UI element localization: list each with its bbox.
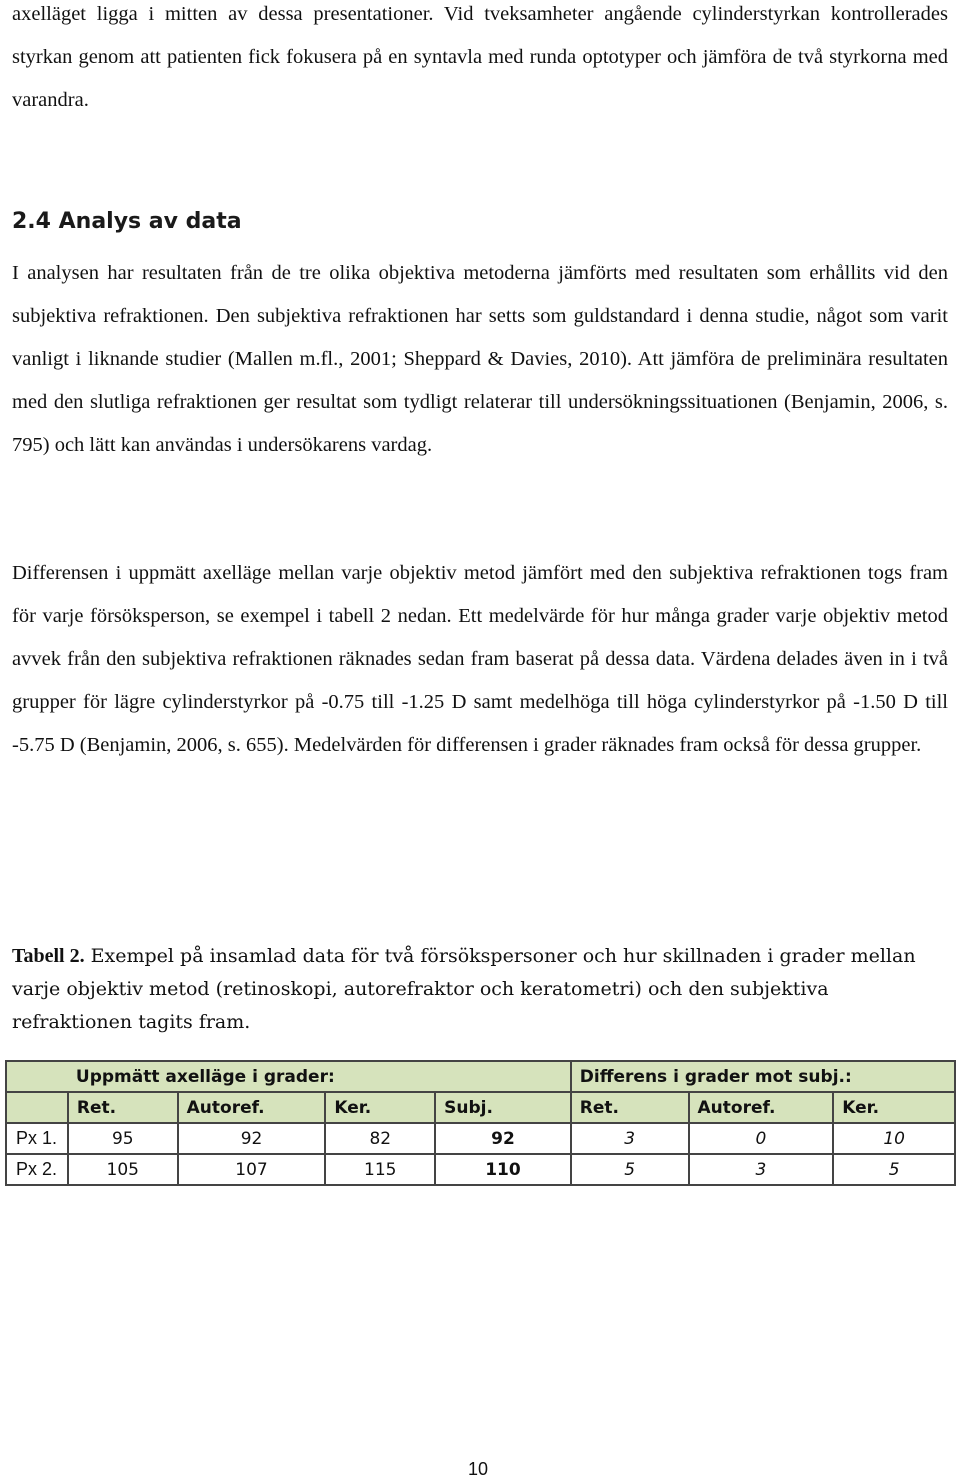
table-caption-label: Tabell 2.	[12, 945, 85, 967]
table-row	[6, 1123, 955, 1154]
section-heading: 2.4 Analys av data	[12, 209, 242, 234]
table-group-header-row	[6, 1061, 955, 1092]
table-caption	[12, 940, 948, 1039]
table-cell: 107	[178, 1154, 326, 1185]
table-cell: 3	[689, 1154, 834, 1185]
column-header: Ret.	[571, 1092, 689, 1123]
column-header: Ker.	[325, 1092, 435, 1123]
column-header: Autoref.	[178, 1092, 326, 1123]
paragraph-analysis: I analysen har resultaten från de tre olika objektiva metoderna jämförts med resultaten som erhållits vid den subjektiva refraktionen. Den subjektiva refraktionen har setts som guldstandard i denna studie, något som varit vanligt i liknande studier (Mallen m.fl., 2001; Sheppard & Davies, 2010). Att jämföra de preliminära resultaten med den slutliga refraktionen ger resultat som tydligt relaterar till undersökningssituationen (Benjamin, 2006, s. 795) och lätt kan användas i undersökarens vardag.	[12, 262, 948, 456]
row-label: Px 2.	[6, 1154, 68, 1185]
table-row	[6, 1154, 955, 1185]
row-label: Px 1.	[6, 1123, 68, 1154]
table-caption-text: Exempel på insamlad data för två försökspersoner och hur skillnaden i grader mellan varje objektiv metod (retinoskopi, autorefraktor och keratometri) och den subjektiva refraktionen tagits fram.	[12, 945, 916, 1033]
paragraph-difference: Differensen i uppmätt axelläge mellan varje objektiv metod jämfört med den subjektiva refraktionen togs fram för varje försöksperson, se exempel i tabell 2 nedan. Ett medelvärde för hur många grader varje objektiv metod avvek från den subjektiva refraktionen räknades sedan fram baserat på dessa data. Värdena delades även in i två grupper för lägre cylinderstyrkor på -0.75 till -1.25 D samt medelhöga till höga cylinderstyrkor på -1.50 D till -5.75 D (Benjamin, 2006, s. 655). Medelvärden för differensen i grader räknades fram också för dessa grupper.	[12, 562, 948, 756]
table-cell: 5	[833, 1154, 955, 1185]
table-cell: 110	[435, 1154, 571, 1185]
table-cell: 92	[435, 1123, 571, 1154]
data-table	[5, 1060, 956, 1186]
table-cell: 92	[178, 1123, 326, 1154]
page-number: 10	[468, 1459, 489, 1479]
table-corner-cell	[6, 1061, 68, 1092]
table-column-header-row	[6, 1092, 955, 1123]
table-cell: 10	[833, 1123, 955, 1154]
column-header: Ker.	[833, 1092, 955, 1123]
group-header-difference: Differens i grader mot subj.:	[571, 1061, 955, 1092]
table-corner-cell-lower	[6, 1092, 68, 1123]
table-cell: 115	[325, 1154, 435, 1185]
column-header: Subj.	[435, 1092, 571, 1123]
table-cell: 82	[325, 1123, 435, 1154]
table-cell: 0	[689, 1123, 834, 1154]
table-cell: 95	[68, 1123, 178, 1154]
table-cell: 3	[571, 1123, 689, 1154]
paragraph-intro: axelläget ligga i mitten av dessa presentationer. Vid tveksamheter angående cylinderstyrkan kontrollerades styrkan genom att patienten fick fokusera på en syntavla med runda optotyper och jämföra de två styrkorna med varandra.	[12, 3, 948, 111]
table-cell: 5	[571, 1154, 689, 1185]
column-header: Autoref.	[689, 1092, 834, 1123]
table-cell: 105	[68, 1154, 178, 1185]
group-header-measured: Uppmätt axelläge i grader:	[68, 1061, 571, 1092]
column-header: Ret.	[68, 1092, 178, 1123]
